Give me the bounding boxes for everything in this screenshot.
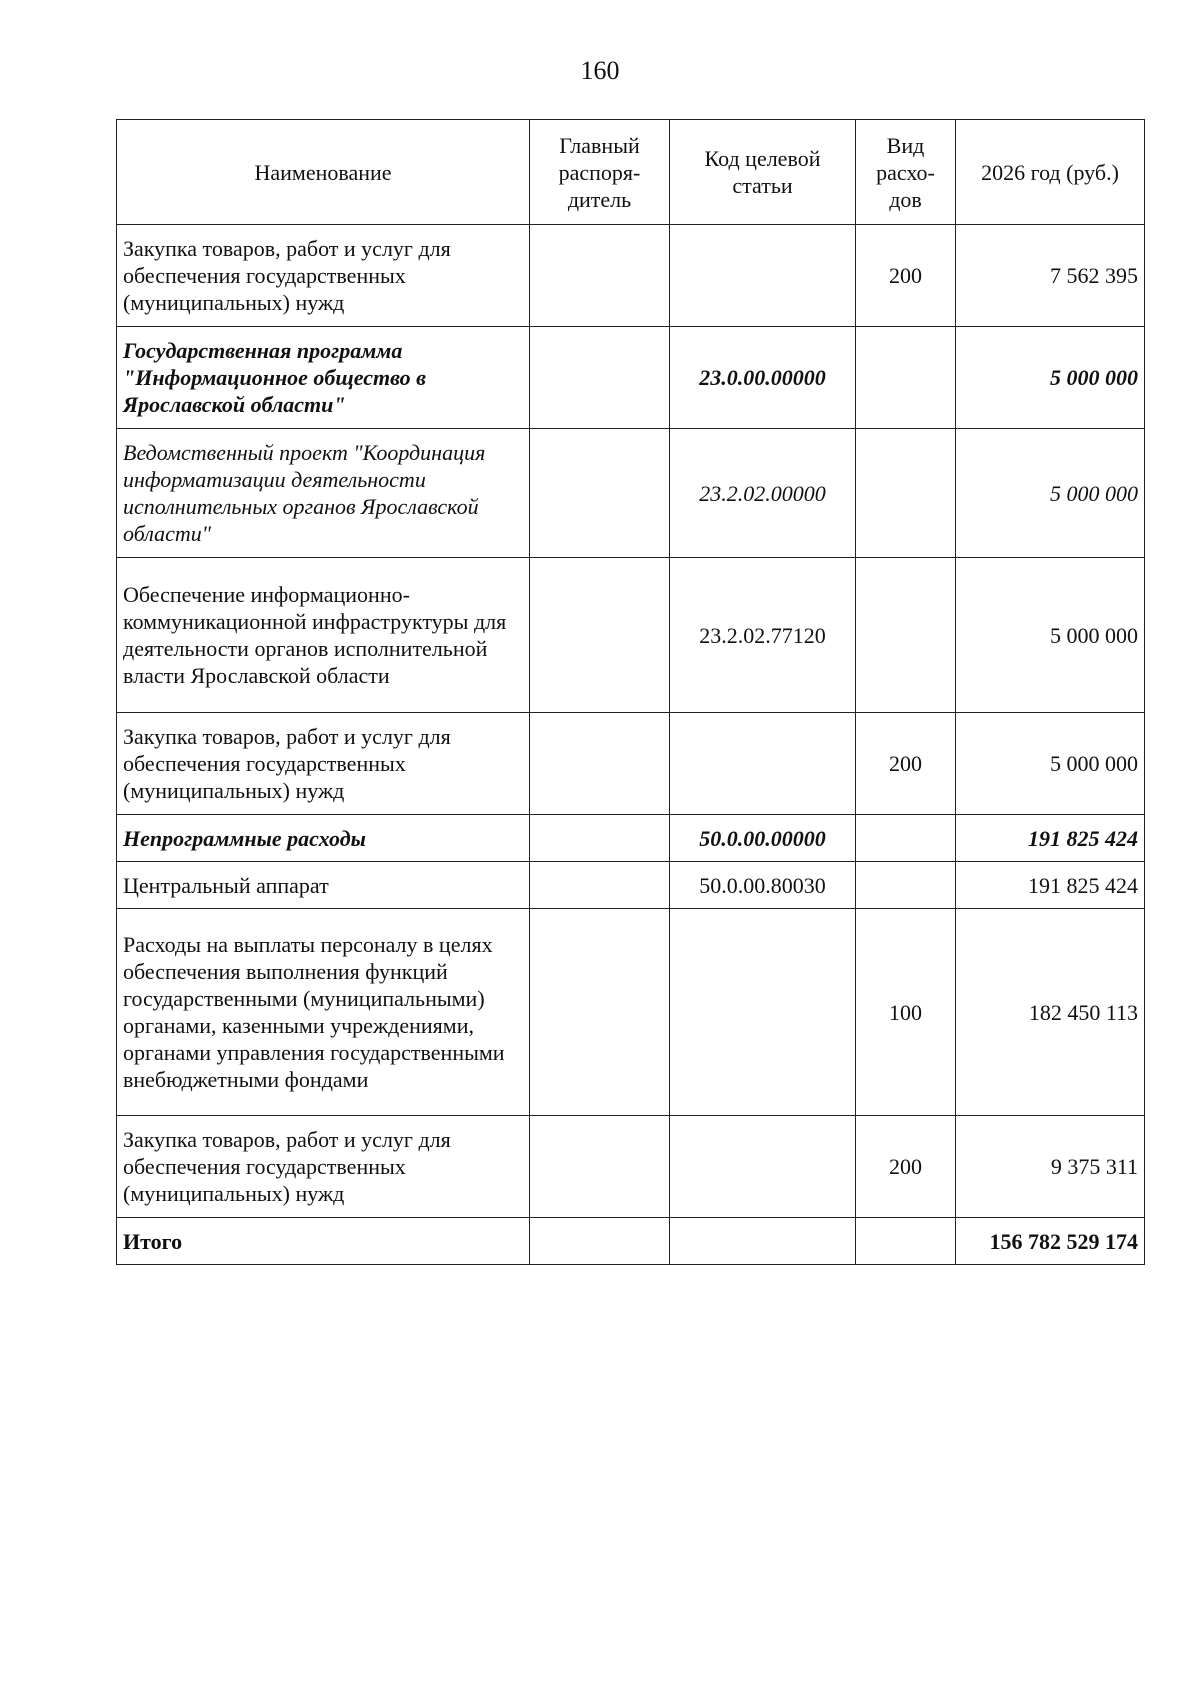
row-amount: 5 000 000: [956, 558, 1145, 713]
table-row: [117, 327, 1145, 429]
total-label: Итого: [117, 1218, 530, 1265]
row-main-manager: [530, 713, 670, 815]
row-expense-type: 200: [856, 1116, 956, 1218]
header-name: Наименование: [117, 120, 530, 225]
row-amount: 191 825 424: [956, 862, 1145, 909]
row-main-manager: [530, 1116, 670, 1218]
row-main-manager: [530, 909, 670, 1116]
row-expense-type: 200: [856, 713, 956, 815]
row-expense-type: [856, 862, 956, 909]
row-target-code: 50.0.00.80030: [670, 862, 856, 909]
row-main-manager: [530, 558, 670, 713]
row-main-manager: [530, 429, 670, 558]
row-target-code: 23.0.00.00000: [670, 327, 856, 429]
row-name: Закупка товаров, работ и услуг для обеспечения государственных (муниципальных) нужд: [117, 225, 530, 327]
header-main-manager: Главный распоря-дитель: [530, 120, 670, 225]
row-amount: 5 000 000: [956, 429, 1145, 558]
row-main-manager: [530, 225, 670, 327]
row-amount: 9 375 311: [956, 1116, 1145, 1218]
row-amount: 5 000 000: [956, 327, 1145, 429]
row-target-code: [670, 713, 856, 815]
table-row: [117, 909, 1145, 1116]
table-row: [117, 1116, 1145, 1218]
table-row: [117, 558, 1145, 713]
row-name: Ведомственный проект "Координация информатизации деятельности исполнительных органов Ярославской области": [117, 429, 530, 558]
row-amount: 191 825 424: [956, 815, 1145, 862]
table-row: [117, 429, 1145, 558]
row-target-code: 23.2.02.00000: [670, 429, 856, 558]
row-name: Закупка товаров, работ и услуг для обеспечения государственных (муниципальных) нужд: [117, 1116, 530, 1218]
row-expense-type: [856, 558, 956, 713]
table-row: [117, 225, 1145, 327]
row-amount: 182 450 113: [956, 909, 1145, 1116]
row-name: Расходы на выплаты персоналу в целях обеспечения выполнения функций государственными (муниципальными) органами, казенными учреждениями, органами управления государственными внебюджетными фондами: [117, 909, 530, 1116]
header-year-2026: 2026 год (руб.): [956, 120, 1145, 225]
row-name: Непрограммные расходы: [117, 815, 530, 862]
row-amount: 5 000 000: [956, 713, 1145, 815]
row-target-code: [670, 1116, 856, 1218]
budget-table: [116, 119, 1145, 1265]
row-target-code: [670, 909, 856, 1116]
row-expense-type: [856, 815, 956, 862]
row-target-code: [670, 1218, 856, 1265]
total-amount: 156 782 529 174: [956, 1218, 1145, 1265]
row-expense-type: [856, 1218, 956, 1265]
row-name: Обеспечение информационно-коммуникационной инфраструктуры для деятельности органов исполнительной власти Ярославской области: [117, 558, 530, 713]
row-expense-type: [856, 429, 956, 558]
row-main-manager: [530, 815, 670, 862]
table-row: [117, 713, 1145, 815]
table-row: [117, 815, 1145, 862]
table-row: [117, 862, 1145, 909]
header-expense-type: Вид расхо-дов: [856, 120, 956, 225]
row-expense-type: [856, 327, 956, 429]
page-number: 160: [580, 56, 620, 85]
row-name: Закупка товаров, работ и услуг для обеспечения государственных (муниципальных) нужд: [117, 713, 530, 815]
row-main-manager: [530, 327, 670, 429]
row-expense-type: 200: [856, 225, 956, 327]
row-target-code: [670, 225, 856, 327]
row-expense-type: 100: [856, 909, 956, 1116]
total-row: [117, 1218, 1145, 1265]
row-main-manager: [530, 862, 670, 909]
row-amount: 7 562 395: [956, 225, 1145, 327]
row-target-code: 50.0.00.00000: [670, 815, 856, 862]
row-name: Центральный аппарат: [117, 862, 530, 909]
header-target-code: Код целевой статьи: [670, 120, 856, 225]
row-name: Государственная программа "Информационное общество в Ярославской области": [117, 327, 530, 429]
row-target-code: 23.2.02.77120: [670, 558, 856, 713]
table-header-row: [117, 120, 1145, 225]
row-main-manager: [530, 1218, 670, 1265]
